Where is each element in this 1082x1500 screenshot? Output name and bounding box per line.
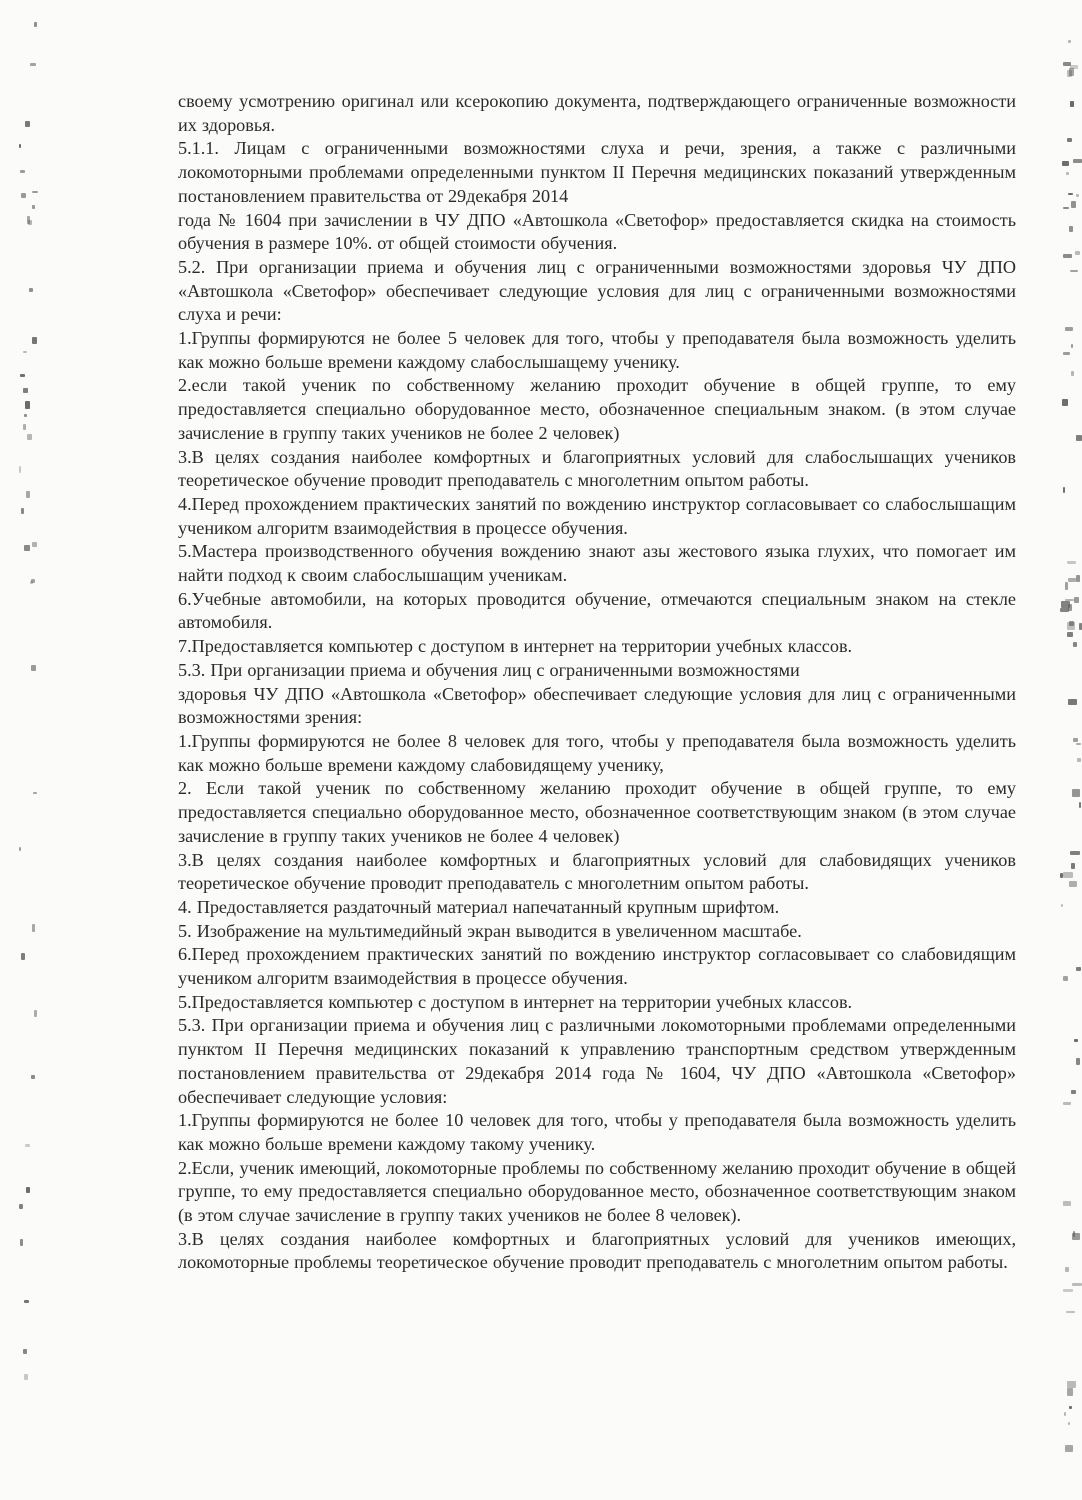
scan-speck: [20, 1239, 23, 1247]
scan-speck: [1063, 487, 1065, 493]
scan-speck: [1062, 161, 1069, 165]
scan-speck: [19, 466, 21, 473]
paragraph-5-2: 5.2. При организации приема и обучения лиц с ограниченными возможностями здоровья ЧУ ДПО «Автошкола «Светофор» обеспечивает следующие условия для лиц с ограниченными возможностями слуха и речи:: [178, 256, 1016, 325]
scan-speck: [1068, 193, 1073, 196]
scan-speck: [1079, 802, 1081, 807]
scan-speck: [34, 22, 37, 27]
scan-edge-marks-right: [1060, 0, 1082, 1500]
scan-speck: [1079, 623, 1082, 631]
scan-speck: [26, 491, 30, 498]
scan-speck: [1069, 1406, 1072, 1409]
scan-speck: [29, 288, 33, 292]
scan-speck: [1077, 758, 1082, 761]
scan-speck: [19, 847, 21, 851]
scan-speck: [1068, 1422, 1070, 1425]
scan-speck: [1063, 352, 1070, 355]
scan-speck: [34, 1010, 37, 1017]
scan-speck: [27, 216, 30, 224]
scan-speck: [1065, 582, 1069, 589]
scan-speck: [1063, 976, 1068, 981]
paragraph-continuation: своему усмотрению оригинал или ксерокопию документа, подтверждающего ограниченные возможности их здоровья.: [178, 91, 1016, 135]
scan-speck: [1067, 622, 1075, 630]
list-item-hearing-6: 6.Учебные автомобили, на которых проводится обучение, отмечаются специальным знаком на стекле автомобиля.: [178, 588, 1016, 633]
list-item-locomotor-1: 1.Группы формируются не более 10 человек для того, чтобы у преподавателя была возможность уделить как можно больше времени каждому такому ученику.: [178, 1110, 1016, 1154]
scan-speck: [1066, 1311, 1075, 1313]
paragraph-5-3-vision: 5.3. При организации приема и обучения лиц с ограниченными возможностями: [178, 659, 800, 680]
scan-speck: [1063, 1102, 1071, 1106]
scan-edge-marks-left: [18, 0, 38, 1500]
scan-speck: [20, 170, 25, 173]
scan-speck: [1063, 1201, 1072, 1206]
list-item-vision-7: 5.Предоставляется компьютер с доступом в интернет на территории учебных классов.: [178, 991, 853, 1012]
scan-speck: [24, 545, 30, 551]
scan-speck: [32, 337, 37, 344]
scan-speck: [1064, 1412, 1066, 1415]
scan-speck: [1076, 435, 1082, 441]
scan-speck: [30, 63, 36, 66]
scan-speck: [1066, 172, 1070, 174]
scan-speck: [1067, 1381, 1076, 1388]
scan-speck: [1063, 872, 1073, 877]
scan-speck: [1070, 65, 1079, 69]
list-item-hearing-7: 7.Предоставляется компьютер с доступом в интернет на территории учебных классов.: [178, 636, 853, 657]
list-item-vision-3: 3.В целях создания наиболее комфортных и благоприятных условий для слабовидящих учеников теоретическое обучение проводит преподаватель с многолетним опытом работы.: [178, 849, 1016, 894]
scan-speck: [25, 121, 30, 127]
list-item-vision-6: 6.Перед прохождением практических занятий по вождению инструктор согласовывает со слабовидящим учеником алгоритм взаимодействия в процессе обучения.: [178, 944, 1016, 989]
scan-speck: [32, 191, 38, 193]
scan-speck: [1076, 575, 1079, 582]
scan-speck: [1069, 68, 1074, 75]
scan-speck: [1073, 642, 1078, 647]
document-body: [178, 90, 1016, 1275]
scan-speck: [1067, 561, 1076, 564]
paragraph-5-1-1: 5.1.1. Лицам с ограниченными возможностями слуха и речи, зрения, а также с различными локомоторными проблемами определенными пунктом II Перечня медицинских показаний утвержденным постановлением правительства от 29декабря 2014: [178, 138, 1016, 206]
scan-speck: [1063, 1289, 1073, 1292]
scan-speck: [1062, 399, 1068, 406]
scan-speck: [25, 1144, 30, 1147]
list-item-hearing-4: 4.Перед прохождением практических занятий по вождению инструктор согласовывает со слабослышащим учеником алгоритм взаимодействия в процессе обучения.: [178, 493, 1016, 538]
list-item-hearing-3: 3.В целях создания наиболее комфортных и благоприятных условий для слабослышащих учеников теоретическое обучение проводит преподаватель с многолетним опытом работы.: [178, 446, 1016, 491]
scan-speck: [1074, 1039, 1078, 1042]
scan-speck: [1067, 632, 1074, 637]
scan-speck: [1075, 251, 1080, 255]
scan-speck: [1067, 1388, 1073, 1396]
scan-speck: [19, 1204, 23, 1209]
scan-speck: [32, 924, 36, 932]
scan-speck: [24, 1374, 28, 1381]
scan-speck: [1076, 194, 1079, 198]
scan-speck: [32, 205, 35, 209]
scan-speck: [23, 351, 27, 353]
scan-speck: [1069, 881, 1077, 886]
scan-speck: [1072, 1283, 1081, 1286]
scan-speck: [21, 953, 25, 960]
scan-speck: [1071, 344, 1073, 348]
scan-speck: [1069, 226, 1073, 233]
scan-speck: [1073, 159, 1082, 163]
scan-speck: [31, 1075, 35, 1079]
scan-speck: [21, 193, 27, 197]
scan-speck: [1070, 270, 1078, 272]
scan-speck: [1065, 1267, 1069, 1272]
paragraph-5-3-locomotor: 5.3. При организации приема и обучения лиц с различными локомоторными проблемами определенными пунктом II Перечня медицинских показаний к управлению транспортным средством утвержденным постановлением правительства от 29декабря 2014 года № 1604, ЧУ ДПО «Автошкола «Светофор» обеспечивает следующие условия:: [178, 1015, 1016, 1107]
scan-speck: [1068, 40, 1072, 43]
scan-speck: [1071, 371, 1073, 376]
paragraph-5-1-1-cont: года № 1604 при зачислении в ЧУ ДПО «Автошкола «Светофор» предоставляется скидка на стоимость обучения в размере 10%. от общей стоимости обучения.: [178, 209, 1016, 254]
scan-speck: [1068, 699, 1078, 705]
scan-speck: [1076, 1058, 1080, 1065]
scan-speck: [1070, 101, 1074, 106]
scan-speck: [1076, 967, 1081, 972]
scan-speck: [23, 1349, 27, 1355]
scan-speck: [1063, 254, 1072, 259]
scan-speck: [19, 144, 22, 148]
scan-speck: [1072, 789, 1080, 797]
scan-speck: [26, 1187, 31, 1193]
list-item-vision-4: 4. Предоставляется раздаточный материал напечатанный крупным шрифтом.: [178, 896, 780, 917]
scan-speck: [25, 401, 31, 408]
scan-speck: [20, 374, 25, 377]
scan-speck: [1073, 738, 1078, 742]
scan-speck: [1072, 1233, 1080, 1240]
scan-speck: [1067, 138, 1072, 143]
paragraph-5-3-vision-cont: здоровья ЧУ ДПО «Автошкола «Светофор» обеспечивает следующие условия для лиц с ограниченными возможностями зрения:: [178, 683, 1016, 728]
list-item-locomotor-3: 3.В целях создания наиболее комфортных и благоприятных условий для учеников имеющих, локомоторные проблемы теоретическое обучение проводит преподаватель с многолетним опытом работы.: [178, 1228, 1016, 1273]
scan-speck: [1070, 851, 1080, 856]
scan-speck: [1071, 201, 1076, 209]
list-item-hearing-2: 2.если такой ученик по собственному желанию проходит обучение в общей группе, то ему предоставляется специально оборудованное место, обозначенное специальным знаком. (в этом случае зачисление в группу таких учеников не более 2 человек): [178, 375, 1016, 443]
scan-speck: [1068, 604, 1071, 611]
scan-speck: [30, 581, 33, 584]
scan-speck: [1076, 743, 1082, 746]
scan-speck: [24, 1300, 30, 1302]
scan-speck: [23, 424, 25, 430]
scan-speck: [1068, 578, 1076, 582]
list-item-vision-2: 2. Если такой ученик по собственному желанию проходит обучение в общей группе, то ему предоставляется специально оборудованное место, обозначенное соответствующим знаком (в этом случае зачисление в группу таких учеников не более 4 человек): [178, 778, 1016, 846]
scan-speck: [33, 792, 37, 794]
scan-speck: [24, 414, 27, 417]
scan-speck: [31, 665, 36, 671]
list-item-vision-1: 1.Группы формируются не более 8 человек для того, чтобы у преподавателя была возможность уделить как можно больше времени каждому слабовидящему ученику,: [178, 730, 1016, 775]
list-item-locomotor-2: 2.Если, ученик имеющий, локомоторные проблемы по собственному желанию проходит обучение в общей группе, то ему предоставляется специально оборудованное место, обозначенное соответствующим знаком (в этом случае зачисление в группу таких учеников не более 8 человек).: [178, 1157, 1016, 1226]
list-item-hearing-5: 5.Мастера производственного обучения вождению знают азы жестового языка глухих, что помогает им найти подход к своим слабослышащим ученикам.: [178, 541, 1016, 586]
scan-speck: [21, 508, 24, 514]
scan-speck: [1063, 207, 1069, 209]
scan-speck: [1060, 873, 1063, 878]
list-item-hearing-1: 1.Группы формируются не более 5 человек для того, чтобы у преподавателя была возможность уделить как можно больше времени каждому слабослышащему ученику.: [178, 328, 1016, 372]
scan-speck: [1065, 599, 1074, 601]
scan-speck: [1065, 327, 1073, 332]
scan-speck: [1061, 904, 1064, 907]
scan-speck: [32, 542, 37, 548]
scan-speck: [1071, 863, 1076, 868]
scan-speck: [1074, 597, 1079, 603]
scan-speck: [1071, 1090, 1076, 1094]
list-item-vision-5: 5. Изображение на мультимедийный экран выводится в увеличенном масштабе.: [178, 920, 802, 941]
scan-speck: [1065, 1445, 1073, 1452]
scan-speck: [23, 388, 28, 393]
scan-speck: [27, 434, 33, 440]
